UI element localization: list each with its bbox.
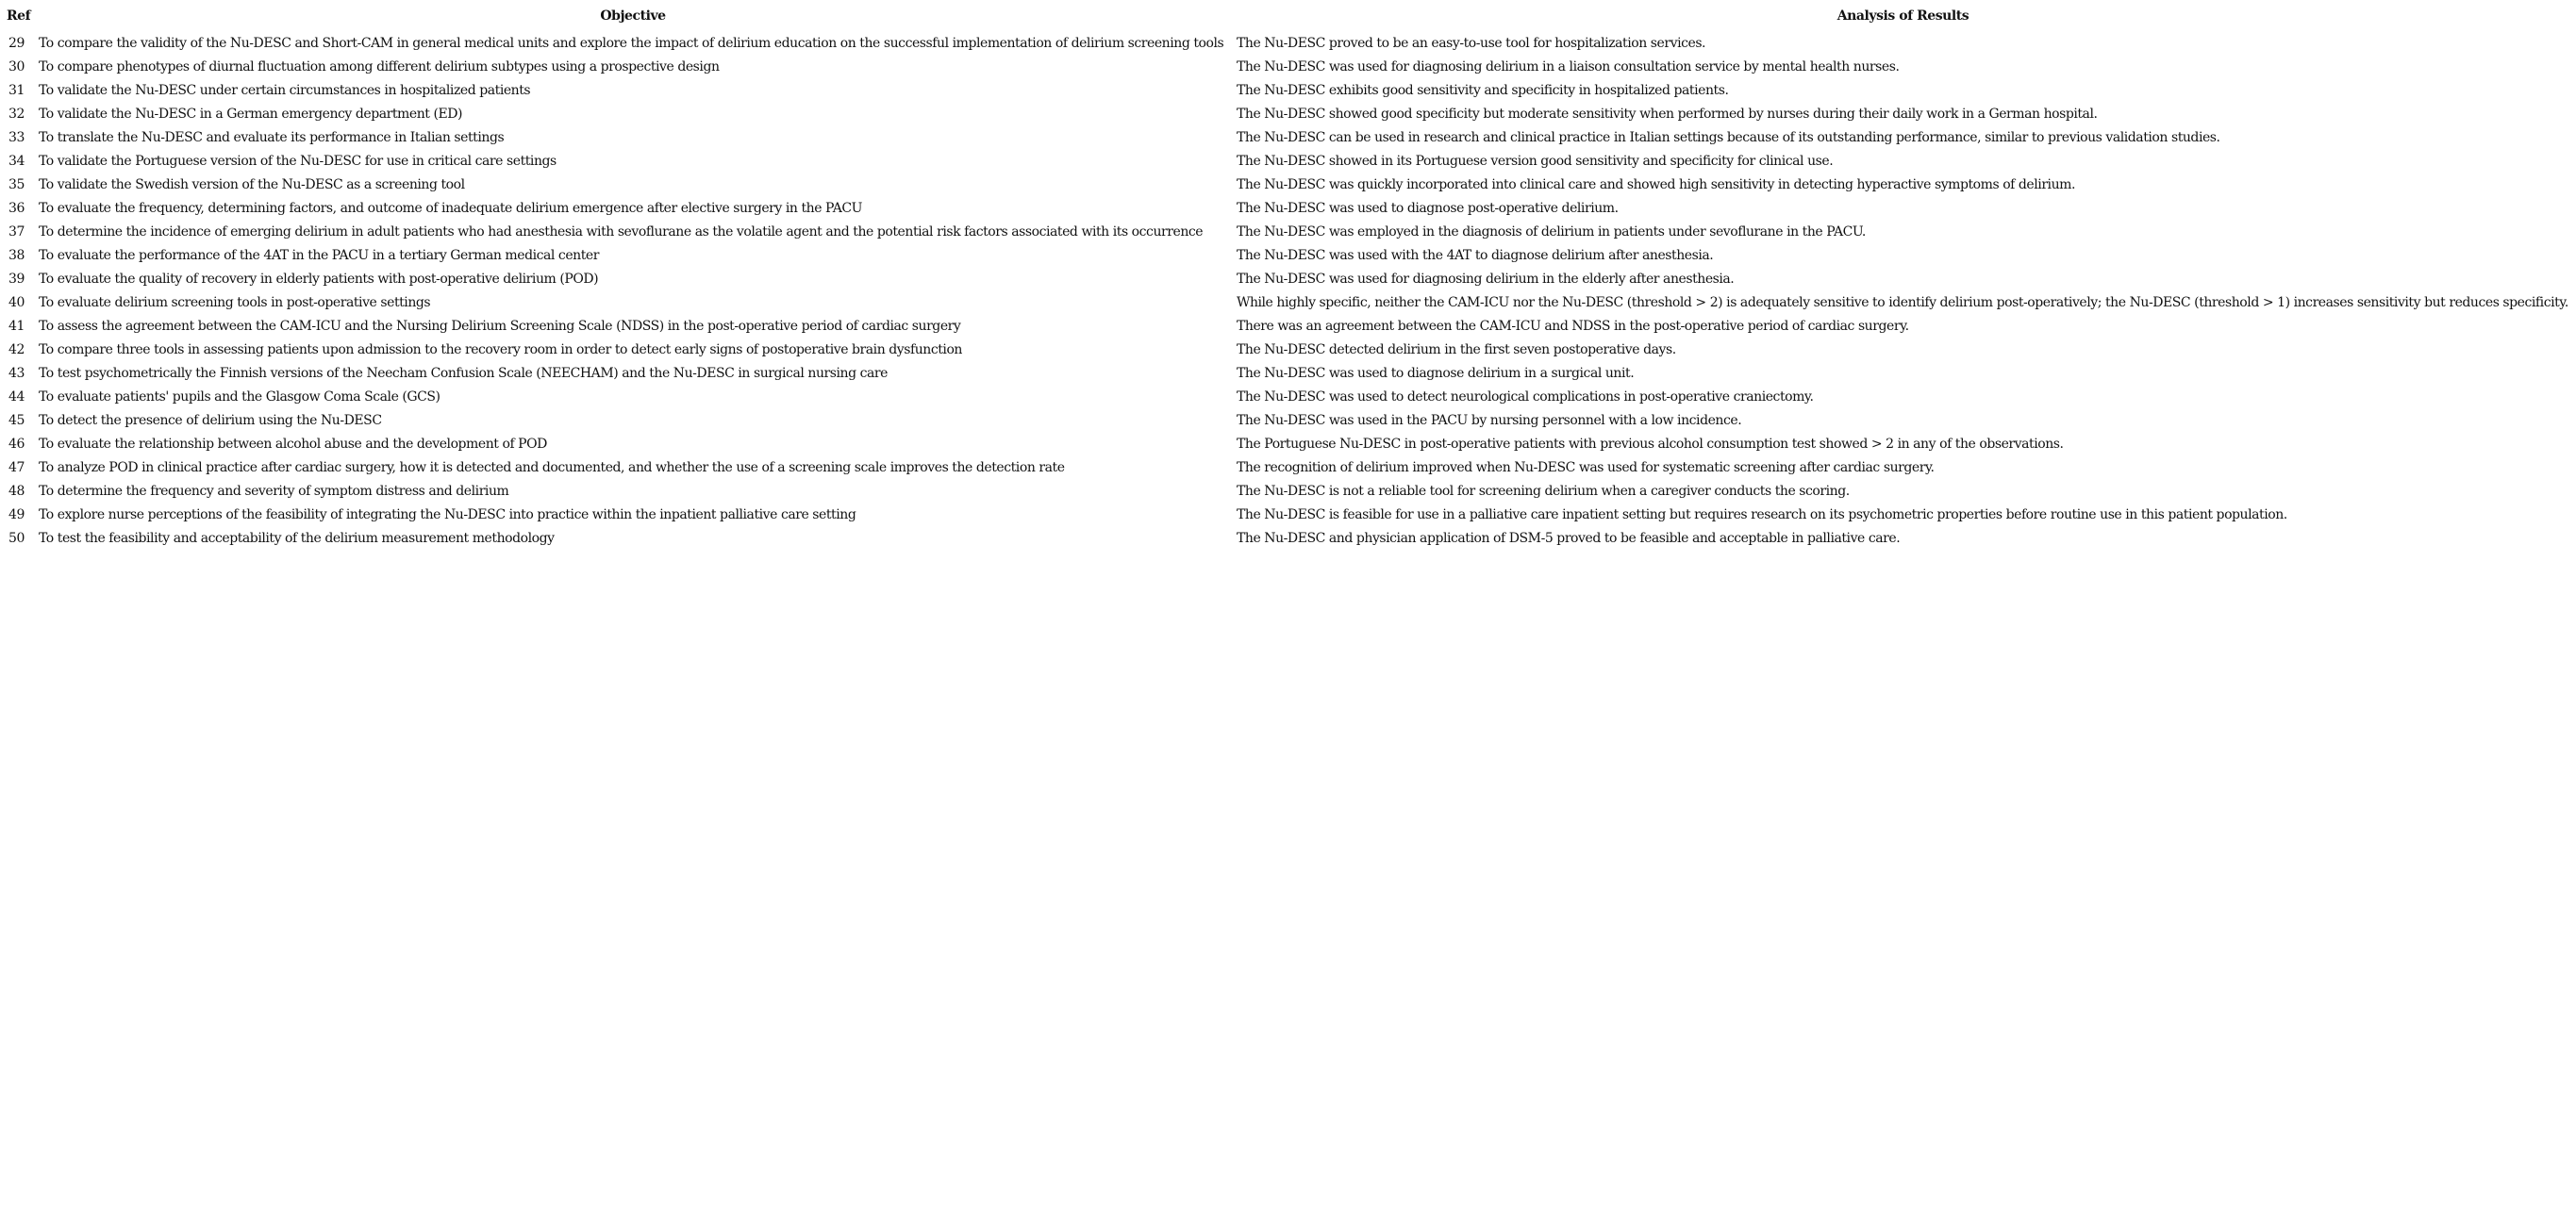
objective-cell: To assess the agreement between the CAM-ICU and the Nursing Delirium Screening Scale (NDSS) in the post-operative period of cardiac surgery (39, 319, 961, 334)
table-body (2, 32, 2574, 551)
ref-cell: 33 (8, 130, 25, 145)
ref-cell: 36 (8, 201, 25, 216)
table-row (2, 32, 2574, 56)
table-row (2, 56, 2574, 79)
ref-cell: 30 (8, 59, 25, 74)
ref-cell: 38 (8, 248, 25, 263)
table-row (2, 433, 2574, 456)
result-cell: The Nu-DESC was used for diagnosing delirium in the elderly after anesthesia. (1237, 272, 1735, 287)
table-row (2, 268, 2574, 291)
objective-cell: To translate the Nu-DESC and evaluate its performance in Italian settings (39, 130, 505, 145)
objective-cell: To compare the validity of the Nu-DESC and Short-CAM in general medical units and explore the impact of delirium education on the successful implementation of delirium screening tools (39, 36, 1224, 51)
ref-cell: 39 (8, 272, 25, 287)
ref-cell: 50 (8, 531, 25, 546)
ref-cell: 46 (8, 437, 25, 452)
objective-cell: To explore nurse perceptions of the feasibility of integrating the Nu-DESC into practice within the inpatient palliative care setting (39, 507, 856, 522)
result-cell: The Nu-DESC is not a reliable tool for screening delirium when a caregiver conducts the scoring. (1237, 484, 1850, 499)
table-row (2, 480, 2574, 504)
table-row (2, 527, 2574, 551)
ref-cell: 44 (8, 389, 25, 405)
table-row (2, 386, 2574, 409)
ref-cell: 34 (8, 154, 25, 169)
result-cell: The Nu-DESC was used to diagnose post-operative delirium. (1237, 201, 1619, 216)
objective-cell: To compare three tools in assessing patients upon admission to the recovery room in order to detect early signs of postoperative brain dysfunction (39, 342, 962, 357)
objective-cell: To test psychometrically the Finnish versions of the Neecham Confusion Scale (NEECHAM) and the Nu-DESC in surgical nursing care (39, 366, 888, 381)
result-cell: The Nu-DESC proved to be an easy-to-use tool for hospitalization services. (1237, 36, 1706, 51)
result-cell: The Nu-DESC showed in its Portuguese version good sensitivity and specificity for clinical use. (1237, 154, 1834, 169)
objective-cell: To determine the incidence of emerging delirium in adult patients who had anesthesia with sevoflurane as the volatile agent and the potential risk factors associated with its occurrence (39, 224, 1204, 240)
objective-cell: To evaluate delirium screening tools in post-operative settings (39, 295, 431, 310)
objective-cell: To evaluate patients' pupils and the Glasgow Coma Scale (GCS) (39, 389, 440, 405)
ref-cell: 37 (8, 224, 25, 240)
table-row (2, 221, 2574, 244)
ref-cell: 43 (8, 366, 25, 381)
objective-cell: To validate the Nu-DESC in a German emergency department (ED) (39, 107, 463, 122)
header-row (2, 8, 2574, 32)
objective-column-header: Objective (600, 8, 666, 24)
results-table (2, 8, 2574, 551)
table-row (2, 103, 2574, 126)
analysis-column-header: Analysis of Results (1836, 8, 1969, 24)
result-cell: The Nu-DESC can be used in research and clinical practice in Italian settings because of its outstanding performance, similar to previous validation studies. (1237, 130, 2220, 145)
result-cell: The Nu-DESC was used to diagnose delirium in a surgical unit. (1237, 366, 1635, 381)
objective-cell: To test the feasibility and acceptability of the delirium measurement methodology (39, 531, 555, 546)
objective-cell: To validate the Portuguese version of the Nu-DESC for use in critical care settings (39, 154, 557, 169)
table-row (2, 126, 2574, 150)
result-cell: The Nu-DESC was used with the 4AT to diagnose delirium after anesthesia. (1237, 248, 1714, 263)
result-cell: The Nu-DESC is feasible for use in a palliative care inpatient setting but requires research on its psychometric properties before routine use in this patient population. (1237, 507, 2287, 522)
ref-cell: 32 (8, 107, 25, 122)
objective-cell: To compare phenotypes of diurnal fluctuation among different delirium subtypes using a prospective design (39, 59, 720, 74)
table-row (2, 197, 2574, 221)
objective-cell: To determine the frequency and severity of symptom distress and delirium (39, 484, 509, 499)
table-row (2, 150, 2574, 174)
table-row (2, 504, 2574, 527)
objective-cell: To evaluate the performance of the 4AT in the PACU in a tertiary German medical center (39, 248, 599, 263)
ref-cell: 49 (8, 507, 25, 522)
result-cell: While highly specific, neither the CAM-ICU nor the Nu-DESC (threshold > 2) is adequately sensitive to identify delirium post-operatively; the Nu-DESC (threshold > 1) increases sensitivity but reduces specificity. (1237, 295, 2568, 310)
ref-cell: 40 (8, 295, 25, 310)
table-row (2, 174, 2574, 197)
ref-cell: 35 (8, 177, 25, 192)
table-row (2, 362, 2574, 386)
ref-cell: 48 (8, 484, 25, 499)
ref-cell: 45 (8, 413, 25, 428)
table-row (2, 409, 2574, 433)
ref-cell: 42 (8, 342, 25, 357)
ref-cell: 31 (8, 83, 25, 98)
result-cell: The Portuguese Nu-DESC in post-operative patients with previous alcohol consumption test showed > 2 in any of the observations. (1237, 437, 2064, 452)
objective-cell: To evaluate the relationship between alcohol abuse and the development of POD (39, 437, 547, 452)
result-cell: The Nu-DESC detected delirium in the first seven postoperative days. (1237, 342, 1676, 357)
result-cell: The Nu-DESC and physician application of DSM-5 proved to be feasible and acceptable in palliative care. (1237, 531, 1901, 546)
result-cell: The Nu-DESC was used in the PACU by nursing personnel with a low incidence. (1237, 413, 1742, 428)
result-cell: The Nu-DESC was used for diagnosing delirium in a liaison consultation service by mental health nurses. (1237, 59, 1900, 74)
objective-cell: To detect the presence of delirium using the Nu-DESC (39, 413, 382, 428)
result-cell: The Nu-DESC showed good specificity but moderate sensitivity when performed by nurses during their daily work in a German hospital. (1237, 107, 2098, 122)
result-cell: The Nu-DESC was quickly incorporated into clinical care and showed high sensitivity in detecting hyperactive symptoms of delirium. (1237, 177, 2075, 192)
result-cell: The Nu-DESC was employed in the diagnosis of delirium in patients under sevoflurane in the PACU. (1237, 224, 1866, 240)
objective-cell: To validate the Swedish version of the Nu-DESC as a screening tool (39, 177, 465, 192)
objective-cell: To validate the Nu-DESC under certain circumstances in hospitalized patients (39, 83, 531, 98)
ref-cell: 41 (8, 319, 25, 334)
ref-column-header: Ref (7, 8, 31, 24)
table-row (2, 291, 2574, 315)
table-row (2, 244, 2574, 268)
table-row (2, 315, 2574, 339)
result-cell: The recognition of delirium improved when Nu-DESC was used for systematic screening after cardiac surgery. (1237, 460, 1935, 475)
ref-cell: 29 (8, 36, 25, 51)
result-cell: The Nu-DESC was used to detect neurological complications in post-operative craniectomy. (1237, 389, 1814, 405)
ref-cell: 47 (8, 460, 25, 475)
result-cell: There was an agreement between the CAM-ICU and NDSS in the post-operative period of cardiac surgery. (1237, 319, 1909, 334)
objective-cell: To analyze POD in clinical practice after cardiac surgery, how it is detected and documented, and whether the use of a screening scale improves the detection rate (39, 460, 1065, 475)
objective-cell: To evaluate the frequency, determining factors, and outcome of inadequate delirium emergence after elective surgery in the PACU (39, 201, 863, 216)
result-cell: The Nu-DESC exhibits good sensitivity and specificity in hospitalized patients. (1237, 83, 1729, 98)
objective-cell: To evaluate the quality of recovery in elderly patients with post-operative delirium (POD) (39, 272, 599, 287)
table-row (2, 79, 2574, 103)
table-row (2, 339, 2574, 362)
table-row (2, 456, 2574, 480)
